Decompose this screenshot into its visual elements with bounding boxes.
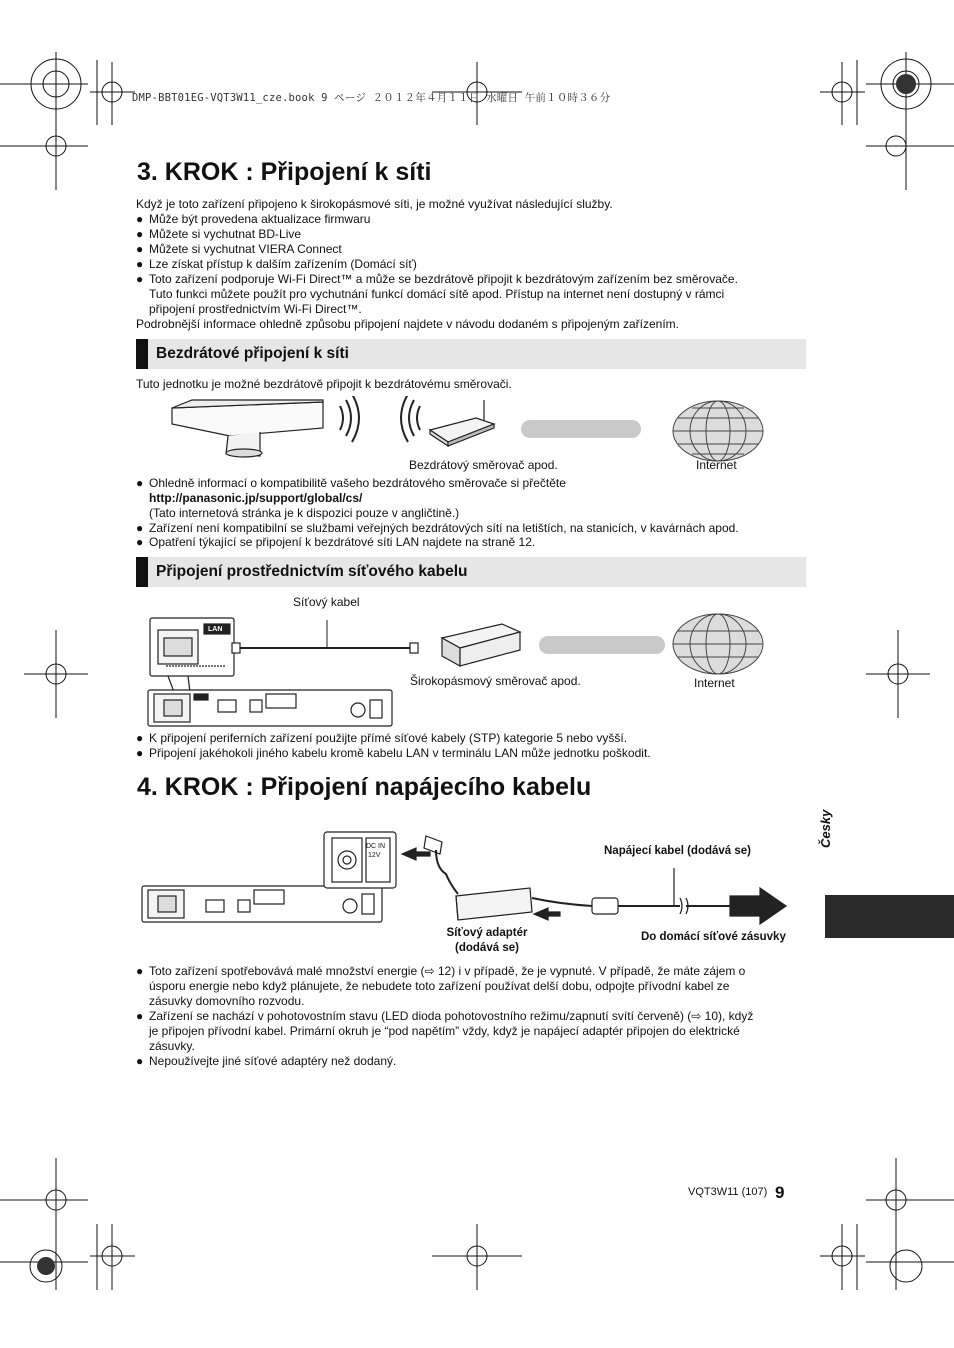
language-tab-label: Česky — [818, 809, 833, 848]
footer-code: VQT3W11 (107) — [688, 1186, 768, 1198]
language-tab — [825, 895, 954, 938]
cable-diagram — [146, 610, 786, 728]
wireless-diagram — [168, 396, 808, 466]
step3-intro: Když je toto zařízení připojeno k širokopásmové síti, je možné využívat následující služby. — [136, 197, 613, 211]
outlet-label: Do domácí síťové zásuvky — [641, 931, 786, 943]
print-header: DMP-BBT01EG-VQT3W11_cze.book 9 ページ ２０１２年４月１１日 水曜日 午前１０時３６分 — [132, 92, 611, 104]
wireless-router-label: Bezdrátový směrovač apod. — [409, 458, 558, 472]
power-note1-line3: zásuvky domovního rozvodu. — [149, 994, 305, 1008]
wifi-text-line2: Tuto funkci můžete použít pro vychutnání funkcí domácí sítě apod. Přístup na internet není dostupný v rámci — [149, 287, 725, 301]
power-note1-line2: úsporu energie nebo když plánujete, že nebudete toto zařízení používat delší dobu, odpojte přívodní kabel ze — [149, 979, 730, 993]
adapter-label-line2: (dodává se) — [455, 942, 519, 954]
support-url-link[interactable]: http://panasonic.jp/support/global/cs/ — [149, 491, 363, 505]
adapter-label-line1: Síťový adaptér — [446, 927, 528, 939]
step3-more-info: Podrobnější informace ohledně způsobu připojení najdete v návodu dodaném s připojeným zařízením. — [136, 317, 679, 331]
power-note2-line2: je připojen přívodní kabel. Primární okruh je “pod napětím” vždy, když je napájecí adaptér připojen do elektrické — [149, 1024, 740, 1038]
network-cable-label: Síťový kabel — [293, 595, 360, 609]
broadband-router-label: Širokopásmový směrovač apod. — [410, 674, 581, 688]
section-heading-cable: Připojení prostřednictvím síťového kabelu — [136, 557, 806, 587]
wifi-text-line3: připojení prostřednictvím Wi-Fi Direct™. — [149, 302, 362, 316]
volt-label: 12V — [368, 852, 381, 859]
step3-title: 3. KROK : Připojení k síti — [137, 158, 432, 186]
cable-internet-label: Internet — [694, 676, 735, 690]
power-note2-line3: zásuvky. — [149, 1039, 195, 1053]
power-diagram — [140, 828, 790, 928]
section-heading-wireless: Bezdrátové připojení k síti — [136, 339, 806, 369]
lan-port-label: LAN — [208, 626, 223, 633]
wireless-note1-line3: (Tato internetová stránka je k dispozici pouze v angličtině.) — [149, 506, 460, 520]
page-number: 9 — [775, 1183, 785, 1202]
wireless-intro: Tuto jednotku je možné bezdrátově připojit k bezdrátovému směrovači. — [136, 377, 512, 391]
step4-title: 4. KROK : Připojení napájecího kabelu — [137, 773, 592, 801]
dcin-label: DC IN — [366, 843, 386, 850]
power-cable-label: Napájecí kabel (dodává se) — [604, 845, 752, 857]
wireless-internet-label: Internet — [696, 458, 737, 472]
